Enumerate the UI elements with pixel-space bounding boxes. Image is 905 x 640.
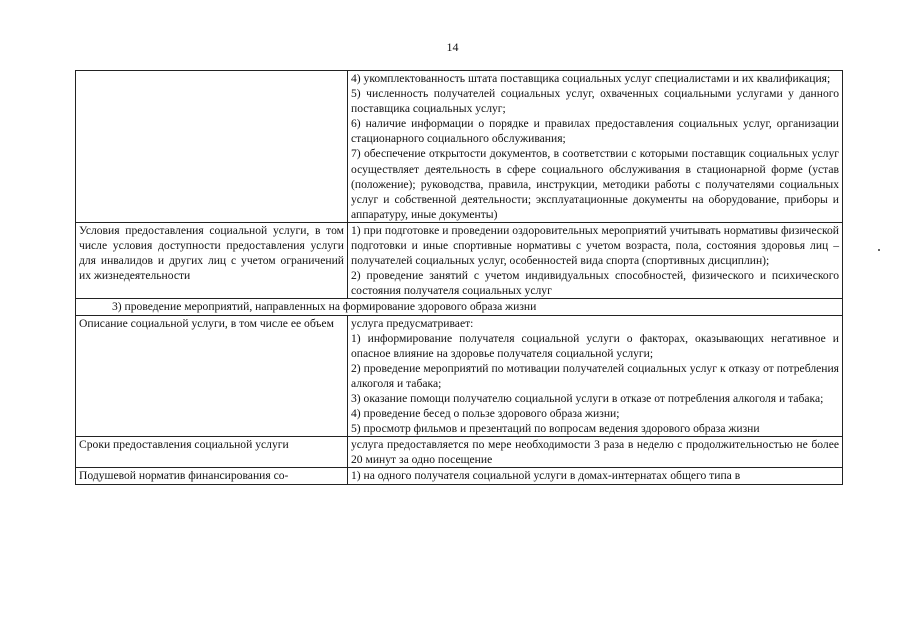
- content-paragraph: услуга предусматривает:: [351, 316, 474, 330]
- content-paragraph: 4) проведение бесед о пользе здорового образа жизни;: [351, 407, 620, 421]
- content-paragraph: 1) при подготовке и проведении оздоровительных мероприятий учитывать нормативы физической подготовки и иные спортивные нормативы с учетом возраста, пола, состояния здоровья лиц – получателей социальных услуг, особенностей вида спорта (спортивных дисциплин);: [351, 223, 839, 268]
- section-heading-row: [76, 299, 843, 315]
- content-paragraph: 1) информирование получателя социальной услуги о факторах, оказывающих негативное и опасное влияние на здоровье получателя социальной услуги;: [351, 331, 839, 360]
- row-content: [348, 222, 843, 298]
- table-row: [76, 468, 843, 484]
- table-row: [76, 222, 843, 298]
- scan-speck: [878, 249, 880, 251]
- content-paragraph: 2) проведение мероприятий по мотивации получателей социальных услуг к отказу от потребления алкоголя и табака;: [351, 361, 839, 390]
- row-content: [348, 468, 843, 484]
- row-label: [76, 71, 348, 223]
- content-paragraph: 2) проведение занятий с учетом индивидуальных способностей, физического и психического состояния получателя социальных услуг: [351, 269, 839, 298]
- row-content: [348, 315, 843, 437]
- row-content: [348, 71, 843, 223]
- section-heading: 3) проведение мероприятий, направленных на формирование здорового образа жизни: [76, 299, 843, 315]
- service-standard-table: [75, 70, 843, 485]
- content-paragraph: 6) наличие информации о порядке и правилах предоставления социальных услуг, организации стационарного социального обслуживания;: [351, 117, 839, 146]
- content-paragraph: 5) просмотр фильмов и презентаций по вопросам ведения здорового образа жизни: [351, 422, 760, 436]
- content-paragraph: 1) на одного получателя социальной услуги в домах-интернатах общего типа в: [351, 469, 741, 483]
- table-row: [76, 315, 843, 437]
- page-number: 14: [446, 40, 459, 54]
- row-content: [348, 437, 843, 468]
- table-row: [76, 71, 843, 223]
- content-paragraph: 4) укомплектованность штата поставщика социальных услуг специалистами и их квалификация;: [351, 72, 831, 85]
- content-paragraph: 5) численность получателей социальных услуг, охваченных социальными услугами у данного поставщика социальных услуг;: [351, 87, 839, 116]
- row-label: Условия предоставления социальной услуги, в том числе условия доступности предоставления услуги для инвалидов и других лиц с учетом ограничений их жизнедеятельности: [76, 222, 348, 298]
- content-paragraph: услуга предоставляется по мере необходимости 3 раза в неделю с продолжительностью не более 20 минут за одно посещение: [351, 438, 839, 467]
- row-label: Описание социальной услуги, в том числе ее объем: [76, 315, 348, 437]
- content-paragraph: 7) обеспечение открытости документов, в соответствии с которыми поставщик социальных услуг осуществляет деятельность в сфере социального обслуживания в стационарной форме (устав (положение); руководства, правила, инструкции, методики работы с получателями социальных услуг и собственной деятельности; эксплуатационные документы на оборудование, приборы и аппаратуру, иные документы): [351, 147, 839, 221]
- row-label: Сроки предоставления социальной услуги: [76, 437, 348, 468]
- content-paragraph: 3) оказание помощи получателю социальной услуги в отказе от потребления алкоголя и табака;: [351, 391, 824, 405]
- table-row: [76, 437, 843, 468]
- row-label: Подушевой норматив финансирования со-: [76, 468, 348, 484]
